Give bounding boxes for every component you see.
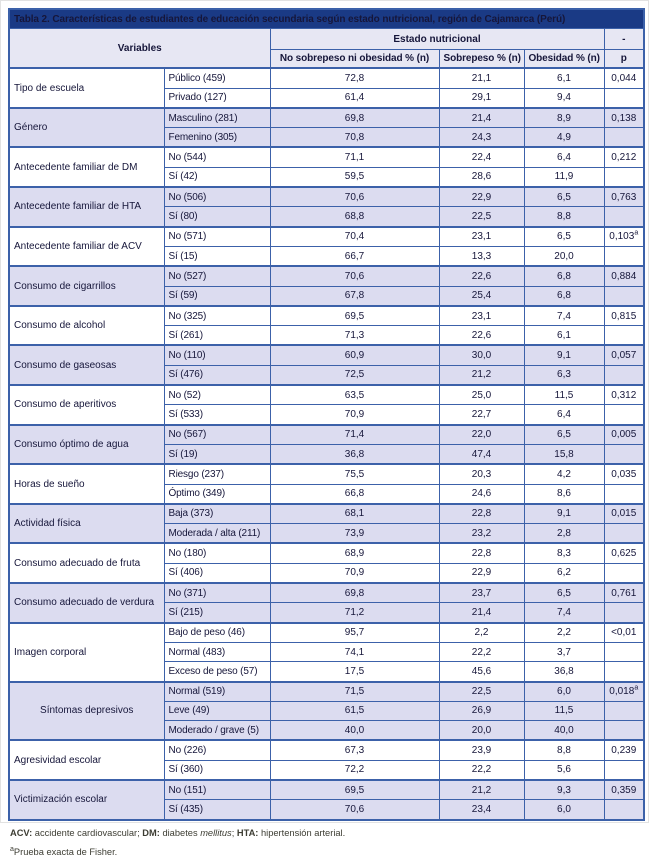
- p-value-cell: [604, 167, 644, 187]
- value-no-sobrepeso-cell: 67,8: [270, 286, 439, 306]
- value-sobrepeso-cell: 22,8: [439, 543, 524, 563]
- value-obesidad-cell: 40,0: [524, 721, 604, 741]
- value-no-sobrepeso-cell: 60,9: [270, 345, 439, 365]
- value-no-sobrepeso-cell: 66,8: [270, 484, 439, 504]
- variable-cell: Horas de sueño: [9, 464, 164, 504]
- value-no-sobrepeso-cell: 72,8: [270, 68, 439, 88]
- category-cell: Sí (360): [164, 760, 270, 780]
- value-obesidad-cell: 11,9: [524, 167, 604, 187]
- value-no-sobrepeso-cell: 71,2: [270, 603, 439, 623]
- value-no-sobrepeso-cell: 68,9: [270, 543, 439, 563]
- category-cell: No (325): [164, 306, 270, 326]
- value-sobrepeso-cell: 26,9: [439, 701, 524, 720]
- category-cell: Sí (476): [164, 365, 270, 385]
- p-value-cell: [604, 88, 644, 108]
- value-sobrepeso-cell: 47,4: [439, 444, 524, 464]
- value-no-sobrepeso-cell: 74,1: [270, 642, 439, 661]
- category-cell: No (110): [164, 345, 270, 365]
- p-value-cell: [604, 524, 644, 544]
- nutritional-status-table: [8, 8, 645, 821]
- value-sobrepeso-cell: 13,3: [439, 246, 524, 266]
- p-value-cell: 0,239: [604, 740, 644, 760]
- value-sobrepeso-cell: 21,2: [439, 780, 524, 800]
- value-sobrepeso-cell: 22,0: [439, 425, 524, 445]
- value-no-sobrepeso-cell: 70,6: [270, 266, 439, 286]
- value-sobrepeso-cell: 25,4: [439, 286, 524, 306]
- table-row: [9, 345, 644, 365]
- category-cell: Sí (435): [164, 800, 270, 820]
- variable-cell: Agresividad escolar: [9, 740, 164, 780]
- value-no-sobrepeso-cell: 68,8: [270, 207, 439, 227]
- value-sobrepeso-cell: 22,5: [439, 207, 524, 227]
- value-obesidad-cell: 6,5: [524, 187, 604, 207]
- variable-cell: Consumo adecuado de fruta: [9, 543, 164, 583]
- value-sobrepeso-cell: 24,6: [439, 484, 524, 504]
- table-title-row: [9, 9, 644, 29]
- abbreviations-footnote: ACV: accidente cardiovascular; DM: diabetes mellitus; HTA: hipertensión arterial.: [10, 827, 346, 838]
- table-row: [9, 147, 644, 167]
- table-row: [9, 425, 644, 445]
- value-obesidad-cell: 2,8: [524, 524, 604, 544]
- p-value-cell: [604, 721, 644, 741]
- p-value-cell: 0,138: [604, 108, 644, 128]
- category-cell: Sí (42): [164, 167, 270, 187]
- header-dash: -: [604, 29, 644, 50]
- category-cell: Privado (127): [164, 88, 270, 108]
- value-no-sobrepeso-cell: 61,4: [270, 88, 439, 108]
- value-sobrepeso-cell: 28,6: [439, 167, 524, 187]
- value-obesidad-cell: 9,1: [524, 345, 604, 365]
- value-obesidad-cell: 7,4: [524, 306, 604, 326]
- variable-cell: Consumo adecuado de verdura: [9, 583, 164, 623]
- fisher-footnote-text: Prueba exacta de Fisher.: [13, 846, 118, 857]
- category-cell: Sí (533): [164, 405, 270, 425]
- table-row: [9, 583, 644, 603]
- p-value-cell: [604, 326, 644, 346]
- header-row-1: [9, 29, 644, 50]
- p-value-cell: [604, 800, 644, 820]
- header-variables: Variables: [9, 29, 270, 69]
- p-value-cell: [604, 246, 644, 266]
- value-obesidad-cell: 6,4: [524, 405, 604, 425]
- category-cell: Moderada / alta (211): [164, 524, 270, 544]
- category-cell: No (544): [164, 147, 270, 167]
- p-value-cell: 0,625: [604, 543, 644, 563]
- value-obesidad-cell: 36,8: [524, 662, 604, 682]
- value-sobrepeso-cell: 22,9: [439, 187, 524, 207]
- category-cell: Sí (80): [164, 207, 270, 227]
- value-obesidad-cell: 8,9: [524, 108, 604, 128]
- value-no-sobrepeso-cell: 63,5: [270, 385, 439, 405]
- value-sobrepeso-cell: 22,9: [439, 563, 524, 583]
- p-value-cell: 0,884: [604, 266, 644, 286]
- value-no-sobrepeso-cell: 95,7: [270, 623, 439, 643]
- value-sobrepeso-cell: 2,2: [439, 623, 524, 643]
- p-value-cell: 0,015: [604, 504, 644, 524]
- value-sobrepeso-cell: 21,1: [439, 68, 524, 88]
- variable-cell: Consumo óptimo de agua: [9, 425, 164, 465]
- category-cell: Exceso de peso (57): [164, 662, 270, 682]
- value-no-sobrepeso-cell: 70,6: [270, 187, 439, 207]
- category-cell: Óptimo (349): [164, 484, 270, 504]
- table-row: [9, 68, 644, 88]
- value-sobrepeso-cell: 23,7: [439, 583, 524, 603]
- table-row: [9, 780, 644, 800]
- value-sobrepeso-cell: 21,4: [439, 108, 524, 128]
- table-title: Tabla 2. Características de estudiantes de educación secundaria según estado nutricional, región de Cajamarca (Perú): [9, 9, 644, 29]
- p-value-cell: 0,359: [604, 780, 644, 800]
- category-cell: Masculino (281): [164, 108, 270, 128]
- value-obesidad-cell: 8,8: [524, 207, 604, 227]
- category-cell: No (371): [164, 583, 270, 603]
- value-obesidad-cell: 8,8: [524, 740, 604, 760]
- category-cell: Sí (19): [164, 444, 270, 464]
- value-obesidad-cell: 6,1: [524, 326, 604, 346]
- value-obesidad-cell: 8,6: [524, 484, 604, 504]
- fisher-footnote: [10, 847, 641, 858]
- category-cell: No (527): [164, 266, 270, 286]
- value-obesidad-cell: 9,3: [524, 780, 604, 800]
- p-value-cell: [604, 484, 644, 504]
- category-cell: Baja (373): [164, 504, 270, 524]
- p-value-cell: [604, 642, 644, 661]
- table-row: [9, 543, 644, 563]
- p-value-cell: 0,035: [604, 464, 644, 484]
- table-body: [9, 68, 644, 819]
- value-no-sobrepeso-cell: 17,5: [270, 662, 439, 682]
- value-sobrepeso-cell: 23,9: [439, 740, 524, 760]
- category-cell: No (571): [164, 227, 270, 247]
- variable-cell: Antecedente familiar de DM: [9, 147, 164, 187]
- value-obesidad-cell: 9,4: [524, 88, 604, 108]
- value-obesidad-cell: 6,5: [524, 425, 604, 445]
- variable-cell: Tipo de escuela: [9, 68, 164, 108]
- value-no-sobrepeso-cell: 36,8: [270, 444, 439, 464]
- value-obesidad-cell: 11,5: [524, 701, 604, 720]
- p-value-cell: [604, 207, 644, 227]
- variable-cell: Imagen corporal: [9, 623, 164, 682]
- value-obesidad-cell: 20,0: [524, 246, 604, 266]
- table-row: [9, 740, 644, 760]
- value-no-sobrepeso-cell: 70,4: [270, 227, 439, 247]
- table-row: [9, 623, 644, 643]
- value-obesidad-cell: 4,9: [524, 128, 604, 148]
- p-value-cell: 0,763: [604, 187, 644, 207]
- variable-cell: Consumo de cigarrillos: [9, 266, 164, 306]
- value-sobrepeso-cell: 45,6: [439, 662, 524, 682]
- value-obesidad-cell: 3,7: [524, 642, 604, 661]
- table-row: [9, 306, 644, 326]
- p-value-cell: 0,005: [604, 425, 644, 445]
- category-cell: No (506): [164, 187, 270, 207]
- table-row: [9, 504, 644, 524]
- variable-cell: Síntomas depresivos: [9, 682, 164, 741]
- category-cell: Moderado / grave (5): [164, 721, 270, 741]
- p-value-cell: 0,103$^a$: [604, 227, 644, 247]
- value-sobrepeso-cell: 22,5: [439, 682, 524, 702]
- value-obesidad-cell: 6,0: [524, 800, 604, 820]
- value-no-sobrepeso-cell: 70,9: [270, 563, 439, 583]
- category-cell: Bajo de peso (46): [164, 623, 270, 643]
- value-sobrepeso-cell: 22,6: [439, 266, 524, 286]
- p-value-cell: 0,212: [604, 147, 644, 167]
- value-obesidad-cell: 2,2: [524, 623, 604, 643]
- category-cell: Riesgo (237): [164, 464, 270, 484]
- value-obesidad-cell: 5,6: [524, 760, 604, 780]
- p-value-cell: [604, 662, 644, 682]
- header-col-obesidad: Obesidad % (n): [524, 50, 604, 69]
- value-no-sobrepeso-cell: 71,3: [270, 326, 439, 346]
- value-obesidad-cell: 4,2: [524, 464, 604, 484]
- variable-cell: Antecedente familiar de HTA: [9, 187, 164, 227]
- value-no-sobrepeso-cell: 40,0: [270, 721, 439, 741]
- category-cell: Sí (261): [164, 326, 270, 346]
- p-value-cell: [604, 405, 644, 425]
- value-sobrepeso-cell: 23,1: [439, 227, 524, 247]
- value-sobrepeso-cell: 22,6: [439, 326, 524, 346]
- value-obesidad-cell: 11,5: [524, 385, 604, 405]
- value-sobrepeso-cell: 30,0: [439, 345, 524, 365]
- category-cell: Sí (406): [164, 563, 270, 583]
- value-no-sobrepeso-cell: 70,6: [270, 800, 439, 820]
- variable-cell: Consumo de alcohol: [9, 306, 164, 346]
- category-cell: Normal (483): [164, 642, 270, 661]
- p-value-cell: [604, 701, 644, 720]
- value-sobrepeso-cell: 22,2: [439, 642, 524, 661]
- variable-cell: Antecedente familiar de ACV: [9, 227, 164, 267]
- value-obesidad-cell: 6,3: [524, 365, 604, 385]
- table-row: [9, 266, 644, 286]
- p-value-cell: [604, 365, 644, 385]
- value-obesidad-cell: 6,5: [524, 583, 604, 603]
- value-no-sobrepeso-cell: 69,5: [270, 780, 439, 800]
- p-value-cell: 0,057: [604, 345, 644, 365]
- variable-cell: Consumo de aperitivos: [9, 385, 164, 425]
- table-row: [9, 682, 644, 702]
- value-obesidad-cell: 7,4: [524, 603, 604, 623]
- value-sobrepeso-cell: 29,1: [439, 88, 524, 108]
- table-head: [9, 9, 644, 68]
- value-obesidad-cell: 8,3: [524, 543, 604, 563]
- value-no-sobrepeso-cell: 67,3: [270, 740, 439, 760]
- value-no-sobrepeso-cell: 75,5: [270, 464, 439, 484]
- category-cell: No (52): [164, 385, 270, 405]
- table-row: [9, 464, 644, 484]
- value-sobrepeso-cell: 22,2: [439, 760, 524, 780]
- category-cell: No (567): [164, 425, 270, 445]
- value-obesidad-cell: 6,5: [524, 227, 604, 247]
- value-no-sobrepeso-cell: 71,4: [270, 425, 439, 445]
- value-no-sobrepeso-cell: 70,9: [270, 405, 439, 425]
- value-sobrepeso-cell: 21,4: [439, 603, 524, 623]
- category-cell: No (226): [164, 740, 270, 760]
- value-sobrepeso-cell: 23,4: [439, 800, 524, 820]
- value-no-sobrepeso-cell: 71,5: [270, 682, 439, 702]
- table-row: [9, 227, 644, 247]
- p-value-cell: 0,044: [604, 68, 644, 88]
- value-no-sobrepeso-cell: 73,9: [270, 524, 439, 544]
- value-obesidad-cell: 6,4: [524, 147, 604, 167]
- value-no-sobrepeso-cell: 70,8: [270, 128, 439, 148]
- value-obesidad-cell: 9,1: [524, 504, 604, 524]
- category-cell: Sí (215): [164, 603, 270, 623]
- value-no-sobrepeso-cell: 72,2: [270, 760, 439, 780]
- header-p: p: [604, 50, 644, 69]
- value-obesidad-cell: 6,1: [524, 68, 604, 88]
- value-obesidad-cell: 6,0: [524, 682, 604, 702]
- value-sobrepeso-cell: 22,8: [439, 504, 524, 524]
- value-no-sobrepeso-cell: 61,5: [270, 701, 439, 720]
- value-sobrepeso-cell: 21,2: [439, 365, 524, 385]
- p-value-cell: 0,761: [604, 583, 644, 603]
- category-cell: Leve (49): [164, 701, 270, 720]
- p-value-cell: [604, 444, 644, 464]
- p-value-cell: [604, 760, 644, 780]
- value-no-sobrepeso-cell: 66,7: [270, 246, 439, 266]
- fisher-footnote-sup: a: [10, 845, 14, 853]
- value-no-sobrepeso-cell: 69,5: [270, 306, 439, 326]
- p-value-cell: [604, 286, 644, 306]
- p-value-cell: 0,018$^a$: [604, 682, 644, 702]
- category-cell: Femenino (305): [164, 128, 270, 148]
- value-sobrepeso-cell: 24,3: [439, 128, 524, 148]
- value-sobrepeso-cell: 20,3: [439, 464, 524, 484]
- category-cell: Sí (59): [164, 286, 270, 306]
- table-row: [9, 108, 644, 128]
- value-no-sobrepeso-cell: 71,1: [270, 147, 439, 167]
- value-sobrepeso-cell: 23,1: [439, 306, 524, 326]
- value-obesidad-cell: 15,8: [524, 444, 604, 464]
- p-value-cell: 0,312: [604, 385, 644, 405]
- value-no-sobrepeso-cell: 69,8: [270, 583, 439, 603]
- p-value-cell: [604, 603, 644, 623]
- value-no-sobrepeso-cell: 68,1: [270, 504, 439, 524]
- p-value-cell: 0,815: [604, 306, 644, 326]
- value-sobrepeso-cell: 20,0: [439, 721, 524, 741]
- table-row: [9, 187, 644, 207]
- category-cell: Público (459): [164, 68, 270, 88]
- category-cell: No (151): [164, 780, 270, 800]
- value-sobrepeso-cell: 22,4: [439, 147, 524, 167]
- p-value-cell: [604, 563, 644, 583]
- category-cell: No (180): [164, 543, 270, 563]
- header-estado-nutricional: Estado nutricional: [270, 29, 604, 50]
- value-sobrepeso-cell: 23,2: [439, 524, 524, 544]
- p-value-cell: [604, 128, 644, 148]
- header-col-no-sobrepeso: No sobrepeso ni obesidad % (n): [270, 50, 439, 69]
- value-no-sobrepeso-cell: 72,5: [270, 365, 439, 385]
- variable-cell: Consumo de gaseosas: [9, 345, 164, 385]
- variable-cell: Género: [9, 108, 164, 148]
- variable-cell: Victimización escolar: [9, 780, 164, 820]
- variable-cell: Actividad física: [9, 504, 164, 544]
- category-cell: Sí (15): [164, 246, 270, 266]
- value-obesidad-cell: 6,8: [524, 286, 604, 306]
- p-value-cell: <0,01: [604, 623, 644, 643]
- table-row: [9, 385, 644, 405]
- value-obesidad-cell: 6,8: [524, 266, 604, 286]
- category-cell: Normal (519): [164, 682, 270, 702]
- header-col-sobrepeso: Sobrepeso % (n): [439, 50, 524, 69]
- value-sobrepeso-cell: 22,7: [439, 405, 524, 425]
- value-obesidad-cell: 6,2: [524, 563, 604, 583]
- value-sobrepeso-cell: 25,0: [439, 385, 524, 405]
- value-no-sobrepeso-cell: 69,8: [270, 108, 439, 128]
- footnotes: [8, 828, 641, 858]
- value-no-sobrepeso-cell: 59,5: [270, 167, 439, 187]
